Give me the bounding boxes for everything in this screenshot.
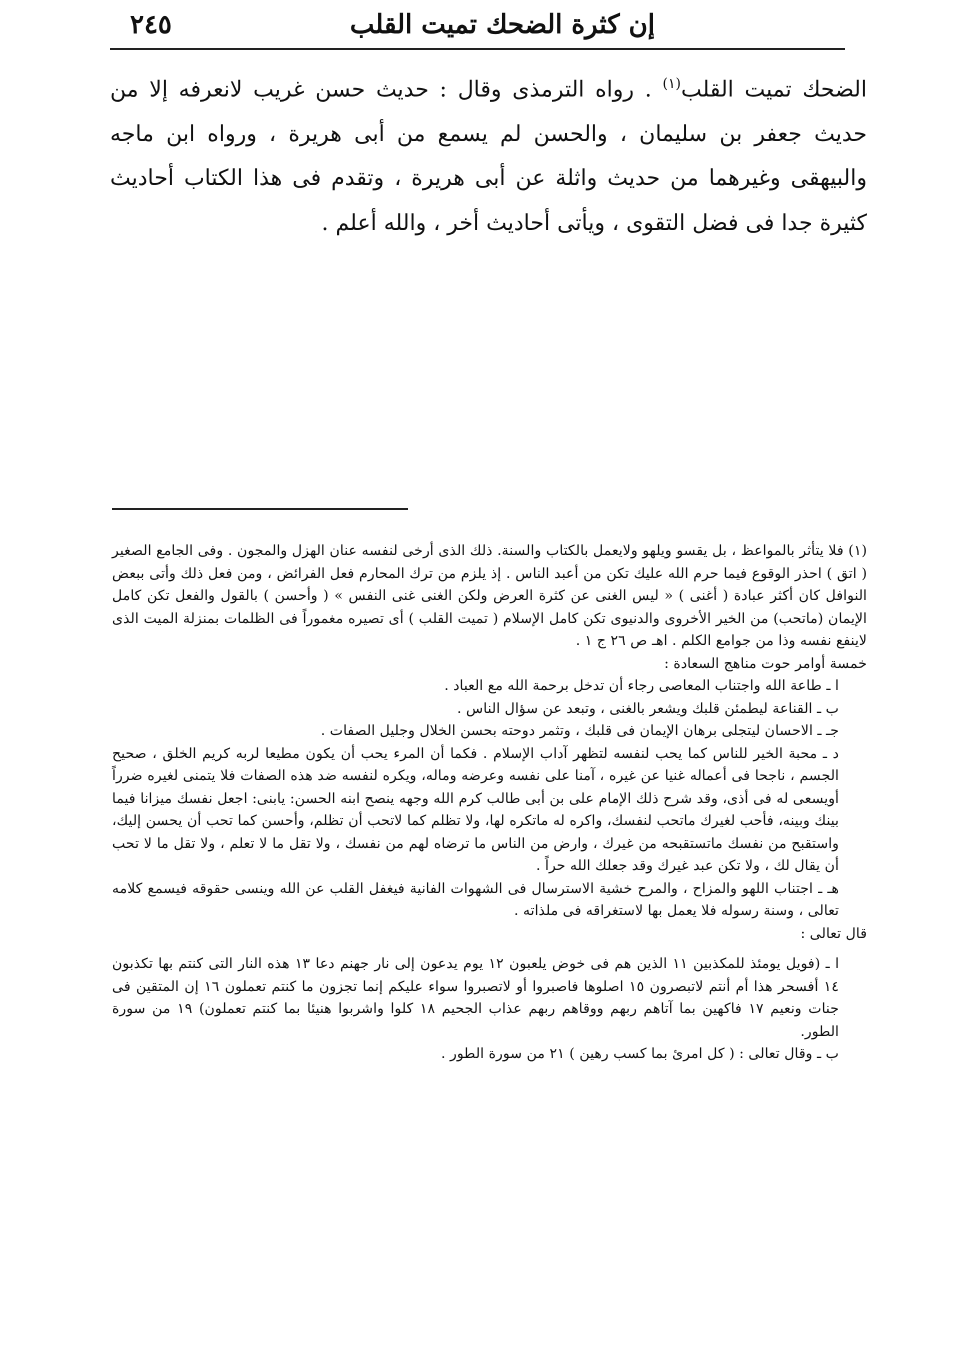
footnote-divider bbox=[112, 508, 408, 510]
footnote-reference: (١) bbox=[662, 76, 681, 92]
page-header bbox=[110, 4, 845, 50]
command-item-j: جـ ـ الاحسان ليتجلى برهان الإيمان فى قلبك ، وتثمر دوحته بحسن الخلال وجليل الصفات . bbox=[320, 723, 839, 739]
qala-taala: قال تعالى : bbox=[800, 925, 867, 942]
footnote-1: (١) فلا يتأثر بالمواعظ ، بل يقسو ويلهو ولايعمل بالكتاب والسنة. ذلك الذى أرخى لنفسه عنان الهزل والمجون . وفى الجامع الصغير ( اتق ) احذر الوقوع فيما حرم الله عليك تكن من أعبد الناس . إذ يلزم من ترك المحارم فعل الفرائض ، ومن فعل ذلك وأتى ببعض النوافل كان أكثر عبادة ( أغنى ) « ليس الغنى عن كثرة العرض ولكن الغنى غنى النفس » ( وأحسن ) بالقول والفعل تكن كامل الإيمان (ماتحب) من الخير الأخروى والدنيوى تكن كامل الإسلام ( تميت القلب ) أى تصيره مغموراً فى الظلمات بمنزلة الميت الذى لاينفع نفسه وذا من جوامع الكلم . اهـ ص ٢٦ ج ١ . bbox=[112, 543, 867, 649]
five-commands-title: خمسة أوامر حوت مناهج السعادة : bbox=[664, 655, 867, 672]
footnotes bbox=[112, 540, 867, 1066]
main-text-start: الضحك تميت القلب bbox=[680, 77, 867, 103]
command-item-a: ا ـ طاعة الله واجتناب المعاصى رجاء أن تدخل برحمة الله مع العباد . bbox=[444, 678, 839, 694]
main-text bbox=[110, 62, 867, 246]
verse-b: ب ـ وقال تعالى : ( كل امرئ بما كسب رهين ) ٢١ من سورة الطور . bbox=[440, 1046, 839, 1062]
command-item-d: د ـ محبة الخير للناس كما يحب لنفسه لتظهر آداب الإسلام . فكما أن المرء يحب أن يكون مطيعا لربه كريم الخلق ، صحيح الجسم ، ناجحا فى أعماله غنيا عن غيره ، آمنا على نفسه وعرضه وماله، ويكره لنفسه ضد هذه الصفات فلا يتمنى لغيره ضرراً أويسعى له فى أذى، وقد شرح ذلك الإمام على بن أبى طالب كرم الله وجهه ينصح ابنه الحسن: يابنى: اجعل نفسك ميزانا فيما بينك وبينه، فأحب لغيرك ماتحب لنفسك، واكره له ماتكره لها، ولا تظلم كما لاتحب أن تظلم، وأحسن كما تحب أن يحسن إليك، واستقبح من نفسك ماتستقبحه من غيرك ، وارض من الناس ما ترضاه لهم من نفسك ، ولا تقل ما لا تعلم ، ولا تقل ما لا تحب أن يقال لك ، ولا تكن عبد غيرك وقد جعلك الله حراً . bbox=[112, 745, 839, 874]
verse-a: ا ـ (فويل يومئذ للمكذبين ١١ الذين هم فى خوض يلعبون ١٢ يوم يدعون إلى نار جهنم دعا ١٣ هذه النار التى كنتم بها تكذبون ١٤ أفسحر هذا أم أنتم لاتبصرون ١٥ اصلوها فاصبروا أو لاتصبروا سواء عليكم إنما تجزون ما كنتم تعملون ١٦ إن المتقين فى جنات ونعيم ١٧ فاكهين بما آتاهم ربهم ووقاهم ربهم عذاب الجحيم ١٨ كلوا واشربوا هنيئا بما كنتم تعملون) ١٩ من سورة الطور. bbox=[112, 956, 840, 1040]
command-item-h: هـ ـ اجتناب اللهو والمزاح ، والمرح خشية الاسترسال فى الشهوات الفانية فيغفل القلب عن الله وينسى حقوقه فيسمع كلامه تعالى ، وسنة رسوله فلا يعمل بها لاستغراقه فى ملذاته . bbox=[112, 880, 839, 919]
main-paragraph bbox=[110, 62, 867, 246]
command-item-b: ب ـ القناعة ليطمئن قلبك ويشعر بالغنى ، وتبعد عن سؤال الناس . bbox=[456, 700, 839, 717]
main-text-rest: . رواه الترمذى وقال : حديث حسن غريب لانعرفه إلا من حديث جعفر بن سليمان ، والحسن لم يسمع من أبى هريرة ، ورواه ابن ماجه والبيهقى وغيرهما من حديث واثلة عن أبى هريرة ، وتقدم فى هذا الكتاب أحاديث كثيرة جدا فى فضل التقوى ، ويأتى أحاديث أخر ، والله أعلم . bbox=[110, 77, 867, 236]
page-number: ٢٤٥ bbox=[130, 10, 172, 40]
running-title: إن كثرة الضحك تميت القلب bbox=[349, 10, 655, 40]
